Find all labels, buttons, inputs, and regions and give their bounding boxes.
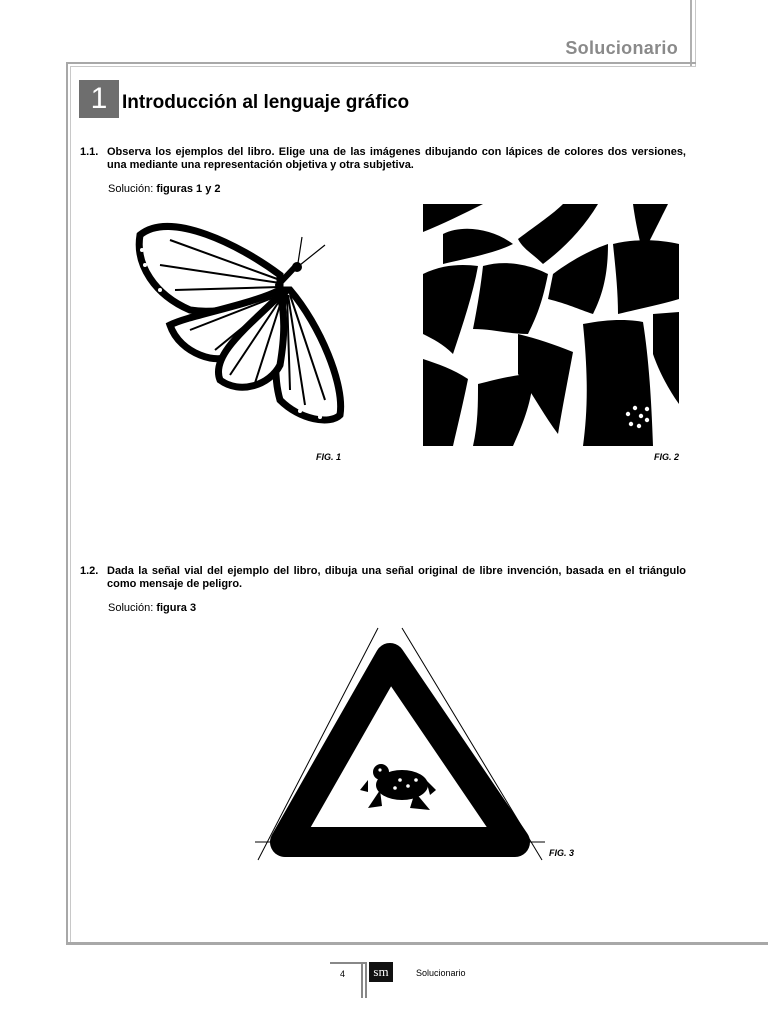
frame-line: [690, 0, 692, 66]
frame-line: [70, 66, 696, 67]
question-number: 1.2.: [80, 565, 99, 577]
question-text: Dada la señal vial del ejemplo del libro, dibuja una señal original de libre invención, basada en el triángulo como mensaje de peligro.: [107, 565, 686, 590]
fig-1-label: FIG. 1: [316, 452, 342, 462]
fig-3-label: FIG. 3: [549, 848, 575, 858]
footer-line: [365, 962, 367, 998]
frame-line: [66, 942, 768, 945]
warning-sign-illustration: [250, 620, 550, 870]
solution-1-1: [108, 183, 221, 195]
question-text: Observa los ejemplos del libro. Elige una de las imágenes dibujando con lápices de colores dos versiones, una mediante una representación objetiva y otra subjetiva.: [107, 146, 686, 171]
abstract-illustration: [423, 204, 679, 446]
question-1-1: [80, 146, 686, 172]
solution-value: figuras 1 y 2: [156, 183, 221, 195]
fig-2-label: FIG. 2: [654, 452, 680, 462]
butterfly-illustration: [130, 215, 350, 435]
frame-line: [66, 62, 68, 944]
question-number: 1.1.: [80, 146, 99, 158]
page-number: 4: [340, 969, 346, 979]
frog-icon: [360, 764, 436, 810]
solution-label: Solución:: [108, 602, 154, 614]
sm-logo: sm: [369, 962, 393, 982]
chapter-number: 1: [79, 80, 119, 118]
frame-line: [695, 0, 696, 66]
frame-line: [66, 62, 696, 64]
solution-1-2: [108, 602, 196, 614]
question-1-2: [80, 565, 686, 591]
solution-value: figura 3: [156, 602, 197, 614]
footer-text: Solucionario: [416, 968, 466, 978]
header-title: Solucionario: [565, 38, 678, 58]
frame-line: [70, 66, 71, 944]
solution-label: Solución:: [108, 183, 154, 195]
footer-line: [361, 962, 363, 998]
chapter-title: Introducción al lenguaje gráfico: [122, 92, 410, 113]
